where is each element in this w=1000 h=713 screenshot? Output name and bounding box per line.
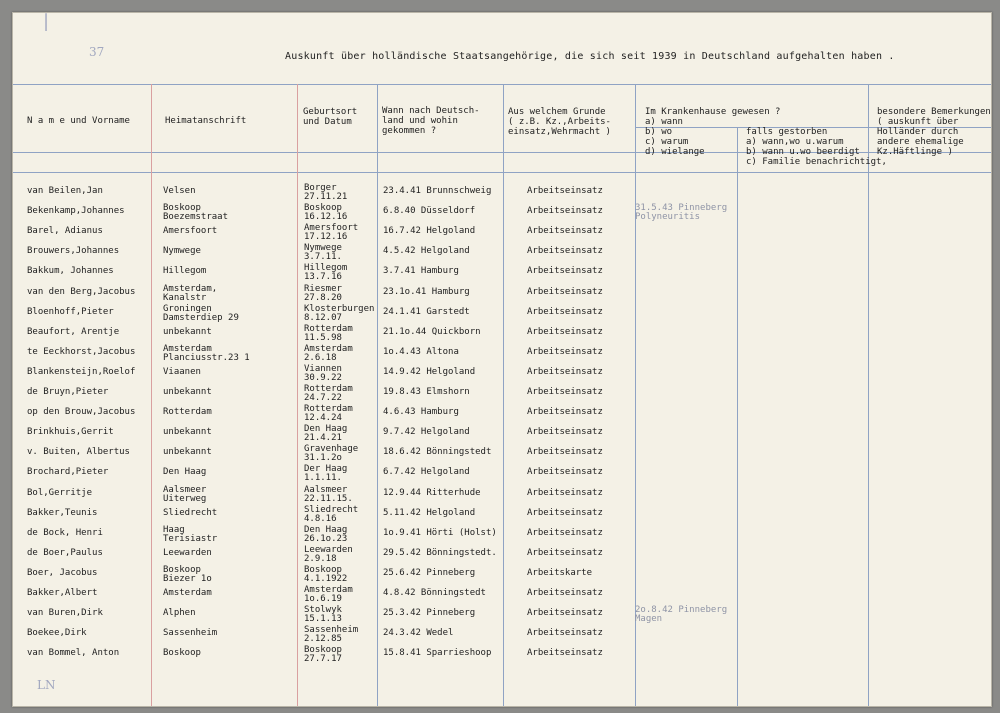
row-arrival: 12.9.44 Ritterhude (383, 487, 481, 498)
row-birthplace-date: Den Haag 26.1o.23 (304, 524, 348, 544)
row-address: Amsterdam Planciusstr.23 1 (163, 343, 250, 363)
row-birthplace-date: Leewarden 2.9.18 (304, 544, 353, 564)
header-arrival: Wann nach Deutsch- land und wohin gekommen ? (382, 106, 480, 136)
row-name: Boer, Jacobus (27, 567, 98, 578)
header-name: N a m e und Vorname (27, 116, 130, 126)
top-left-mark: | (43, 12, 50, 32)
row-name: de Bruyn,Pieter (27, 387, 109, 397)
document-page (12, 12, 992, 707)
row-name: Brouwers,Johannes (27, 246, 120, 257)
header-reason: Aus welchem Grunde ( z.B. Kz.,Arbeits- einsatz,Wehrmacht ) (508, 107, 611, 137)
row-reason: Arbeitseinsatz (527, 608, 603, 619)
rule-top (13, 84, 991, 85)
row-address: unbekannt (163, 427, 212, 438)
row-name: Bol,Gerritje (27, 487, 93, 498)
row-reason: Arbeitseinsatz (527, 286, 603, 297)
row-reason: Arbeitseinsatz (527, 246, 603, 257)
row-arrival: 6.7.42 Helgoland (383, 467, 470, 478)
rule-col-2 (297, 84, 298, 706)
row-address: Aalsmeer Uiterweg (163, 484, 207, 504)
row-reason: Arbeitskarte (527, 567, 593, 578)
row-birthplace-date: Stolwyk 15.1.13 (304, 605, 342, 625)
row-name: Bekenkamp,Johannes (27, 206, 125, 217)
row-arrival: 29.5.42 Bönningstedt. (383, 547, 497, 558)
row-reason: Arbeitseinsatz (527, 427, 603, 438)
row-address: Leewarden (163, 547, 212, 558)
row-name: van Beilen,Jan (27, 186, 103, 196)
row-address: Velsen (163, 186, 196, 196)
header-birth: Geburtsort und Datum (303, 107, 358, 127)
row-address: Rotterdam (163, 407, 212, 418)
row-birthplace-date: Amsterdam 1o.6.19 (304, 585, 353, 604)
row-birthplace-date: Sliedrecht 4.8.16 (304, 504, 359, 524)
row-reason: Arbeitseinsatz (527, 648, 603, 659)
row-name: v. Buiten, Albertus (27, 447, 130, 458)
rule-col-1 (151, 84, 152, 706)
row-birthplace-date: Borger 27.11.21 (304, 183, 348, 202)
row-arrival: 1o.4.43 Altona (383, 346, 459, 357)
row-arrival: 6.8.40 Düsseldorf (383, 206, 476, 217)
row-arrival: 25.3.42 Pinneberg (383, 608, 476, 619)
row-address: unbekannt (163, 326, 212, 337)
row-reason: Arbeitseinsatz (527, 326, 603, 337)
row-address: Boskoop Biezer 1o (163, 564, 212, 584)
rule-header-bottom (13, 172, 991, 173)
row-reason: Arbeitseinsatz (527, 366, 603, 377)
row-address: Groningen Damsterdiep 29 (163, 303, 239, 323)
row-name: Bakkum, Johannes (27, 266, 114, 277)
rule-col-3 (377, 84, 378, 706)
row-reason: Arbeitseinsatz (527, 387, 603, 397)
row-address: Amsterdam (163, 588, 212, 598)
row-name: van Bommel, Anton (27, 648, 120, 659)
row-arrival: 19.8.43 Elmshorn (383, 387, 470, 397)
row-name: Barel, Adianus (27, 226, 103, 237)
row-arrival: 18.6.42 Bönningstedt (383, 447, 492, 458)
row-name: van Buren,Dirk (27, 608, 103, 619)
bottom-left-mark: LN (37, 678, 56, 692)
row-name: op den Brouw,Jacobus (27, 407, 136, 418)
row-birthplace-date: Viannen 30.9.22 (304, 363, 342, 383)
row-hospital-note: 2o.8.42 Pinneberg Magen (635, 605, 728, 625)
row-birthplace-date: Nymwege 3.7.11. (304, 243, 342, 263)
row-reason: Arbeitseinsatz (527, 306, 603, 317)
rule-col-6 (737, 127, 738, 706)
row-address: Nymwege (163, 246, 201, 257)
row-address: Alphen (163, 608, 196, 619)
row-birthplace-date: Boskoop 16.12.16 (304, 203, 348, 223)
row-address: Hillegom (163, 266, 207, 277)
row-birthplace-date: Amsterdam 2.6.18 (304, 343, 353, 363)
row-name: Blankensteijn,Roelof (27, 366, 136, 377)
row-arrival: 24.1.41 Garstedt (383, 306, 470, 317)
row-reason: Arbeitseinsatz (527, 487, 603, 498)
row-arrival: 23.1o.41 Hamburg (383, 286, 470, 297)
header-remarks: besondere Bemerkungen ( auskunft über Holländer durch andere ehemalige Kz.Häftlinge ) (877, 107, 991, 157)
rule-col-4 (503, 84, 504, 706)
row-arrival: 16.7.42 Helgoland (383, 226, 476, 237)
row-address: Haag Terisiastr (163, 524, 218, 544)
row-reason: Arbeitseinsatz (527, 266, 603, 277)
row-birthplace-date: Rotterdam 12.4.24 (304, 404, 353, 424)
row-address: Den Haag (163, 467, 207, 478)
row-reason: Arbeitseinsatz (527, 186, 603, 196)
row-address: Boskoop (163, 648, 201, 659)
row-name: de Boer,Paulus (27, 547, 103, 558)
row-arrival: 1o.9.41 Hörti (Holst) (383, 527, 497, 538)
row-birthplace-date: Rotterdam 24.7.22 (304, 384, 353, 403)
row-reason: Arbeitseinsatz (527, 407, 603, 418)
row-reason: Arbeitseinsatz (527, 547, 603, 558)
row-name: Brochard,Pieter (27, 467, 109, 478)
page-number-mark: 37 (89, 45, 105, 59)
row-reason: Arbeitseinsatz (527, 447, 603, 458)
row-birthplace-date: Gravenhage 31.1.2o (304, 444, 359, 464)
row-birthplace-date: Boskoop 27.7.17 (304, 645, 342, 665)
row-address: unbekannt (163, 447, 212, 458)
row-address: Amersfoort (163, 226, 218, 237)
row-birthplace-date: Klosterburgen 8.12.07 (304, 303, 375, 323)
row-name: Bakker,Albert (27, 588, 98, 598)
document-title: Auskunft über holländische Staatsangehörige, die sich seit 1939 in Deutschland aufgehalten haben . (285, 51, 895, 62)
row-name: te Eeckhorst,Jacobus (27, 346, 136, 357)
row-arrival: 5.11.42 Helgoland (383, 507, 476, 518)
row-reason: Arbeitseinsatz (527, 507, 603, 518)
row-arrival: 4.5.42 Helgoland (383, 246, 470, 257)
row-birthplace-date: Hillegom 13.7.16 (304, 263, 348, 283)
row-arrival: 24.3.42 Wedel (383, 628, 454, 639)
header-hospital: Im Krankenhause gewesen ? a) wann b) wo c) warum d) wielange (645, 107, 781, 157)
row-arrival: 14.9.42 Helgoland (383, 366, 476, 377)
row-address: Sassenheim (163, 628, 218, 639)
row-arrival: 25.6.42 Pinneberg (383, 567, 476, 578)
row-reason: Arbeitseinsatz (527, 346, 603, 357)
row-hospital-note: 31.5.43 Pinneberg Polyneuritis (635, 203, 728, 223)
row-address: Boskoop Boezemstraat (163, 203, 229, 223)
row-arrival: 4.6.43 Hamburg (383, 407, 459, 418)
rule-col-7 (868, 84, 869, 706)
row-arrival: 3.7.41 Hamburg (383, 266, 459, 277)
row-birthplace-date: Boskoop 4.1.1922 (304, 564, 348, 584)
row-birthplace-date: Amersfoort 17.12.16 (304, 223, 359, 243)
row-name: Bakker,Teunis (27, 507, 98, 518)
row-arrival: 4.8.42 Bönningstedt (383, 588, 486, 598)
row-birthplace-date: Den Haag 21.4.21 (304, 424, 348, 444)
row-birthplace-date: Riesmer 27.8.20 (304, 283, 342, 303)
row-reason: Arbeitseinsatz (527, 527, 603, 538)
row-name: Boekee,Dirk (27, 628, 87, 639)
row-arrival: 21.1o.44 Quickborn (383, 326, 481, 337)
row-reason: Arbeitseinsatz (527, 628, 603, 639)
row-reason: Arbeitseinsatz (527, 226, 603, 237)
row-name: Brinkhuis,Gerrit (27, 427, 114, 438)
row-birthplace-date: Aalsmeer 22.11.15. (304, 484, 353, 504)
row-address: unbekannt (163, 387, 212, 397)
row-reason: Arbeitseinsatz (527, 206, 603, 217)
row-address: Amsterdam, Kanalstr (163, 283, 218, 303)
row-reason: Arbeitseinsatz (527, 588, 603, 598)
row-address: Sliedrecht (163, 507, 218, 518)
row-birthplace-date: Sassenheim 2.12.85 (304, 625, 359, 645)
row-name: Beaufort, Arentje (27, 326, 120, 337)
header-died: falls gestorben a) wann,wo u.warum b) wann u.wo beerdigt c) Familie benachrichtigt, (746, 127, 887, 167)
row-reason: Arbeitseinsatz (527, 467, 603, 478)
row-arrival: 15.8.41 Sparrieshoop (383, 648, 492, 659)
row-name: Bloenhoff,Pieter (27, 306, 114, 317)
row-name: de Bock, Henri (27, 527, 103, 538)
row-name: van den Berg,Jacobus (27, 286, 136, 297)
header-address: Heimatanschrift (165, 116, 247, 126)
row-address: Viaanen (163, 366, 201, 377)
row-arrival: 9.7.42 Helgoland (383, 427, 470, 438)
row-birthplace-date: Der Haag 1.1.11. (304, 464, 348, 484)
row-arrival: 23.4.41 Brunnschweig (383, 186, 492, 196)
row-birthplace-date: Rotterdam 11.5.98 (304, 323, 353, 343)
